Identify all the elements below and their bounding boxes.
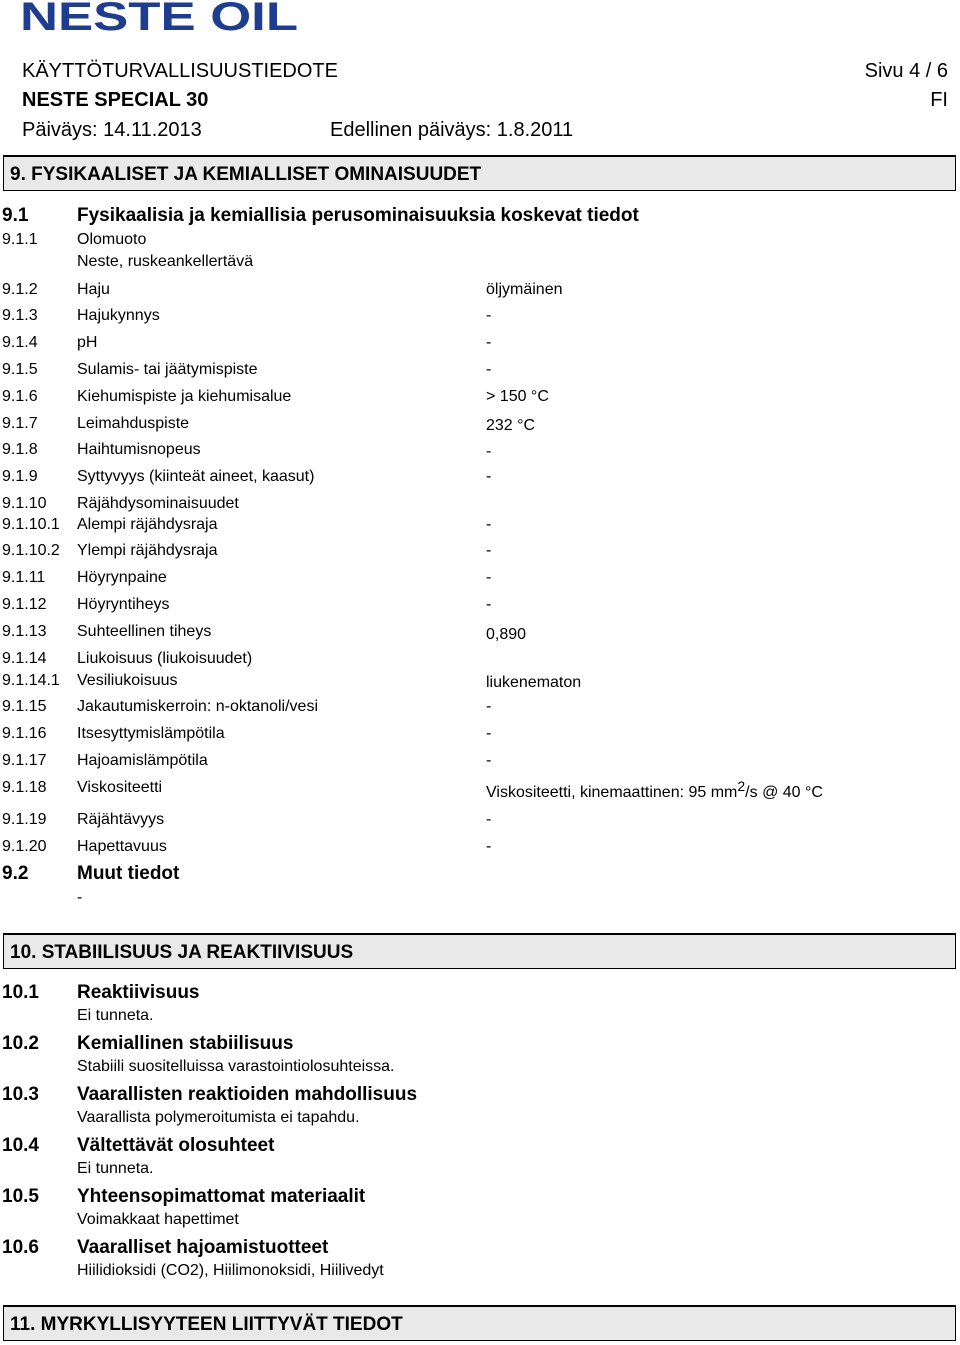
property-number: 9.1.12: [2, 596, 47, 613]
section-11-header: [3, 1305, 956, 1341]
property-value: -: [486, 361, 492, 378]
section-10-title: 10. STABIILISUUS JA REAKTIIVISUUS: [10, 942, 354, 963]
subsection-text: Voimakkaat hapettimet: [77, 1211, 239, 1228]
property-value: -: [486, 811, 492, 828]
property-value: liukenematon: [486, 674, 582, 691]
property-value: -: [486, 468, 492, 485]
property-value: -: [486, 838, 492, 855]
subsection-text: Stabiili suositelluissa varastointiolosuhteissa.: [77, 1058, 395, 1075]
property-label: Alempi räjähdysraja: [77, 516, 218, 533]
property-number: 9.1.17: [2, 752, 47, 769]
appearance-value: Neste, ruskeankellertävä: [77, 253, 254, 270]
previous-date: Edellinen päiväys: 1.8.2011: [330, 119, 574, 141]
property-label: Ylempi räjähdysraja: [77, 542, 218, 559]
section-9-header: [3, 155, 956, 191]
subsection-number: 10.2: [2, 1033, 39, 1054]
property-number: 9.1.18: [2, 779, 47, 796]
property-number: 9.1.7: [2, 415, 38, 432]
property-number: 9.1.13: [2, 623, 47, 640]
subsection-number: 10.3: [2, 1084, 39, 1105]
property-number: 9.1.19: [2, 811, 47, 828]
property-number: 9.1.3: [2, 307, 38, 324]
property-value: -: [486, 443, 492, 460]
property-number: 9.1.14: [2, 650, 47, 667]
property-label: Haihtumisnopeus: [77, 441, 201, 458]
property-value: öljymäinen: [486, 281, 563, 298]
property-label: Olomuoto: [77, 231, 147, 248]
property-number: 9.1.5: [2, 361, 38, 378]
property-value: -: [486, 516, 492, 533]
document-type: KÄYTTÖTURVALLISUUSTIEDOTE: [22, 60, 338, 82]
property-number: 9.1.11: [2, 569, 46, 586]
viscosity-superscript: 2: [737, 778, 746, 794]
property-label: Höyrynpaine: [77, 569, 167, 586]
property-label: Vesiliukoisuus: [77, 672, 178, 689]
property-value: -: [486, 307, 492, 324]
subsection-number: 9.1: [2, 205, 29, 226]
property-label: Hajukynnys: [77, 307, 160, 324]
subsection-title: Yhteensopimattomat materiaalit: [77, 1186, 366, 1207]
subsection-text: Hiilidioksidi (CO2), Hiilimonoksidi, Hiilivedyt: [77, 1262, 384, 1279]
property-label: Haju: [77, 281, 110, 298]
property-label: Suhteellinen tiheys: [77, 623, 212, 640]
page-indicator: Sivu 4 / 6: [864, 60, 948, 82]
property-number: 9.1.14.1: [2, 672, 60, 689]
subsection-number: 10.4: [2, 1135, 39, 1156]
property-label: Hapettavuus: [77, 838, 167, 855]
section-9-title: 9. FYSIKAALISET JA KEMIALLISET OMINAISUUDET: [10, 164, 482, 185]
property-value: -: [486, 596, 492, 613]
property-value: -: [486, 334, 492, 351]
subsection-number: 9.2: [2, 863, 29, 884]
product-name: NESTE SPECIAL 30: [22, 89, 209, 111]
property-label: Syttyvyys (kiinteät aineet, kaasut): [77, 468, 315, 485]
property-label: Liukoisuus (liukoisuudet): [77, 650, 253, 667]
subsection-number: 10.6: [2, 1237, 39, 1258]
property-label: pH: [77, 334, 98, 351]
property-number: 9.1.6: [2, 388, 38, 405]
logo-text: NESTE OIL: [20, 0, 298, 36]
subsection-title: Vaaralliset hajoamistuotteet: [77, 1237, 329, 1258]
subsection-text: Vaarallista polymeroitumista ei tapahdu.: [77, 1109, 360, 1126]
property-label: Jakautumiskerroin: n-oktanoli/vesi: [77, 698, 318, 715]
property-label: Viskositeetti: [77, 779, 163, 796]
property-number: 9.1.15: [2, 698, 47, 715]
subsection-9-2-text: -: [77, 889, 83, 906]
property-label: Leimahduspiste: [77, 415, 190, 432]
property-label: Sulamis- tai jäätymispiste: [77, 361, 258, 378]
property-label: Höyryntiheys: [77, 596, 170, 613]
property-label: Räjähtävyys: [77, 811, 165, 828]
viscosity-unit: /s @ 40 °C: [745, 784, 823, 801]
property-label: Räjähdysominaisuudet: [77, 495, 239, 512]
property-value: -: [486, 542, 492, 559]
subsection-title: Muut tiedot: [77, 863, 180, 884]
subsection-number: 10.1: [2, 982, 39, 1003]
property-value: > 150 °C: [486, 388, 549, 405]
property-value: -: [486, 698, 492, 715]
document-date: Päiväys: 14.11.2013: [22, 119, 202, 141]
subsection-title: Fysikaalisia ja kemiallisia perusominaisuuksia koskevat tiedot: [77, 205, 639, 226]
property-value: 0,890: [486, 626, 527, 643]
subsection-text: Ei tunneta.: [77, 1160, 154, 1177]
property-number: 9.1.10: [2, 495, 47, 512]
viscosity-text: Viskositeetti, kinemaattinen: 95 mm: [486, 784, 738, 801]
property-label: Hajoamislämpötila: [77, 752, 208, 769]
property-number: 9.1.10.1: [2, 516, 60, 533]
subsection-title: Vaarallisten reaktioiden mahdollisuus: [77, 1084, 418, 1105]
subsection-title: Reaktiivisuus: [77, 982, 200, 1003]
subsection-title: Vältettävät olosuhteet: [77, 1135, 275, 1156]
subsection-text: Ei tunneta.: [77, 1007, 154, 1024]
property-number: 9.1.8: [2, 441, 38, 458]
viscosity-value: [486, 778, 823, 802]
section-11-title: 11. MYRKYLLISYYTEEN LIITTYVÄT TIEDOT: [10, 1314, 403, 1335]
property-number: 9.1.4: [2, 334, 38, 351]
property-number: 9.1.10.2: [2, 542, 60, 559]
property-label: Itsesyttymislämpötila: [77, 725, 225, 742]
property-value: -: [486, 752, 492, 769]
property-number: 9.1.2: [2, 281, 38, 298]
subsection-title: Kemiallinen stabiilisuus: [77, 1033, 294, 1054]
section-10-header: [3, 933, 956, 969]
property-number: 9.1.16: [2, 725, 47, 742]
property-value: 232 °C: [486, 417, 536, 434]
property-number: 9.1.20: [2, 838, 47, 855]
language-code: FI: [930, 89, 948, 111]
property-value: -: [486, 725, 492, 742]
property-value: -: [486, 569, 492, 586]
neste-oil-logo: [20, 0, 300, 36]
subsection-number: 10.5: [2, 1186, 39, 1207]
property-label: Kiehumispiste ja kiehumisalue: [77, 388, 292, 405]
property-number: 9.1.1: [2, 231, 38, 248]
property-number: 9.1.9: [2, 468, 38, 485]
